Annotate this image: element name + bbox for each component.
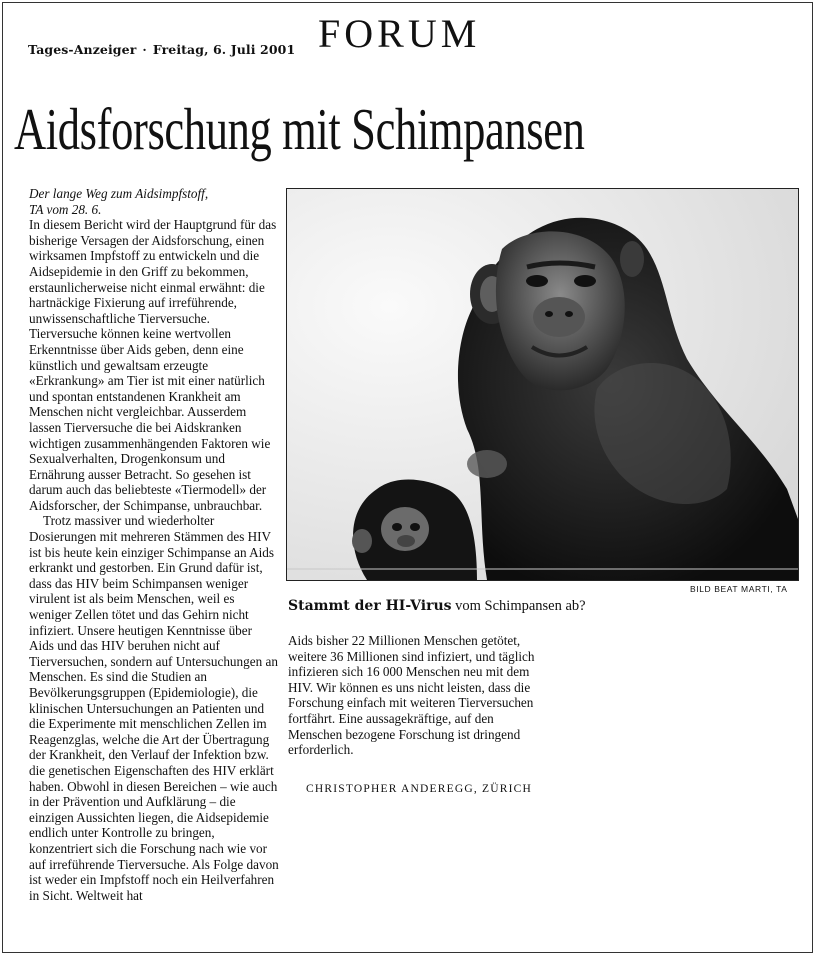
headline: Aidsforschung mit Schimpansen	[14, 96, 585, 162]
letter-column-left	[29, 186, 279, 903]
masthead-separator: ·	[142, 42, 147, 57]
chimpanzee-illustration	[287, 189, 798, 580]
letter-paragraph-3: Aids bisher 22 Millionen Menschen getötet, weitere 36 Millionen sind infiziert, und täglich infizieren sich 16 000 Menschen neu mit dem HIV. Wir können es uns nicht leisten, dass die Forschung einfach mit weiteren Tierversuchen fortfährt. Eine aussagekräftige, auf den Menschen bezogene Forschung ist dringend erforderlich.	[288, 633, 535, 758]
letter-paragraph-1: In diesem Bericht wird der Hauptgrund für das bisherige Versagen der Aidsforschung, einen wirksamen Impfstoff zu entwickeln und die Aidsepidemie in den Griff zu bekommen, erstaunlicherweise nicht einmal erwähnt: die hartnäckige Fixierung auf irreführende, unwissenschaftliche Tierversuche. Tierversuche können keine wertvollen Erkenntnisse über Aids geben, denn eine künstlich und gewaltsam erzeugte «Erkrankung» am Tier ist mit einer natürlich und spontan entstandenen Krankheit am Menschen nicht vergleichbar. Ausserdem lassen Tierversuche die bei Aidskranken wichtigen zusammenhängenden Faktoren wie Sexualverhalten, Drogenkonsum und Ernährung ausser Betracht. So gesehen ist darum auch das beliebteste «Tiermodell» der Aidsforscher, der Schimpanse, unbrauchbar.	[29, 217, 277, 513]
letter-column-right	[288, 633, 550, 758]
photo-credit: BILD BEAT MARTI, TA	[690, 584, 788, 594]
issue-date: Freitag, 6. Juli 2001	[152, 42, 296, 57]
section-title: FORUM	[318, 11, 481, 56]
caption-bold: Stammt der HI-Virus	[288, 598, 452, 614]
photo-caption	[288, 598, 586, 615]
reference-source: TA vom 28. 6.	[29, 201, 102, 217]
newspaper-name: Tages-Anzeiger	[28, 42, 137, 57]
masthead	[28, 42, 295, 57]
letter-author: CHRISTOPHER ANDEREGG, ZÜRICH	[306, 783, 533, 795]
caption-rest: vom Schimpansen ab?	[451, 598, 586, 614]
article-reference	[29, 186, 279, 217]
letter-paragraph-2: Trotz massiver und wiederholter Dosierungen mit mehreren Stämmen des HIV ist bis heute kein einziger Schimpanse an Aids erkrankt und gestorben. Ein Grund dafür ist, dass das HIV beim Schimpansen weniger virulent ist als beim Menschen, weil es weniger Zellen tötet und das Gehirn nicht infiziert. Unsere heutigen Kenntnisse über Aids und das HIV beruhen nicht auf Tierversuchen, sondern auf Untersuchungen an Menschen. Es sind die Studien an Bevölkerungsgruppen (Epidemiologie), die klinischen Untersuchungen an Patienten und die Experimente mit menschlichen Zellen im Reagenzglas, welche die Art der Übertragung der Krankheit, den Verlauf der Infektion bzw. die genetischen Eigenschaften des HIV erklärt haben. Obwohl in diesen Bereichen – wie auch in der Prävention und Aufklärung – die einzigen Aussichten liegen, die Aidsepidemie endlich unter Kontrolle zu bringen, konzentriert sich die Forschung nach wie vor auf irreführende Tierversuche. Als Folge davon ist weder ein Impfstoff noch ein Heilverfahren in Sicht. Weltweit hat	[29, 513, 279, 903]
chimpanzee-photo	[286, 188, 799, 581]
reference-title: Der lange Weg zum Aidsimpfstoff,	[29, 186, 209, 201]
